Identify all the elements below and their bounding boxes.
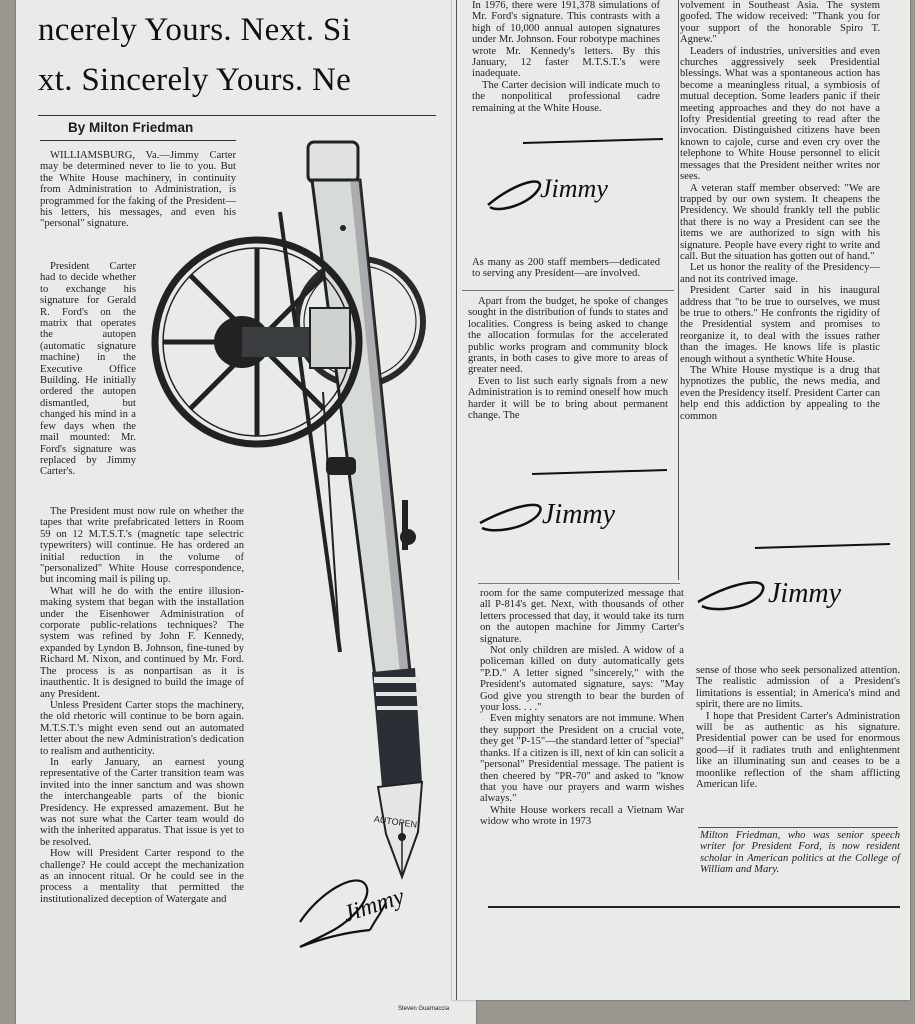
signature-3-text: Jimmy <box>768 578 842 609</box>
pasted-clipping-border <box>462 290 674 291</box>
paragraph-computerized-message: room for the same computerized message that all P-814's get. Next, with thousands of other letters processed that day, it would take its turn on the autopen machine for Jimmy Carter's signature. <box>480 588 684 645</box>
middle-budget-column <box>468 296 668 446</box>
middle-bottom-border <box>478 583 680 584</box>
signature-2 <box>472 468 672 568</box>
paragraph-mystique: The White House mystique is a drug that hypnotizes the public, the news media, and even the Presidency itself. President Carter can help end this addiction by appealing to the common <box>680 365 880 422</box>
signature-1 <box>478 135 668 235</box>
paragraph-ford-signatures: In 1976, there were 191,378 simulations of Mr. Ford's signature. This contrasts with a high of 10,000 annual autopen signatures under Mr. Johnson. Four robotype machines wrote Mr. Kennedy's letters. By this January, 12 faster M.T.S.T.'s were inadequate. <box>472 0 660 80</box>
paragraph-carter-decision: The Carter decision will indicate much to the nonpolitical professional cadre remaining at the White House. <box>472 79 660 114</box>
middle-bottom-column <box>480 588 684 900</box>
paragraph-vietnam-widow: White House workers recall a Vietnam War widow who wrote in 1973 <box>480 804 684 828</box>
paragraph-leaders: Leaders of industries, universities and even churches aggressively seek Presidential blessings. What was a spontaneous action has become a meaningless ritual, a symbiosis of mutual deception. Some leaders panic if their meeting approaches and they do not have a lofty Presidential greeting to read after the invocation. Distinguished citizens have been known to cajole, curse and even cry over the telephone to White House personnel to elicit messages that the President neither writes nor sees. <box>680 45 880 183</box>
signature-2-text: Jimmy <box>542 499 616 530</box>
headline-line-2: xt. Sincerely Yours. Ne <box>38 62 352 98</box>
paragraph-challenge: How will President Carter respond to the challenge? He could accept the mechanization as an innocent ritual. Or he could see in the process a mentality that permitted the institutionalized deception of Watergate and <box>40 848 244 905</box>
bottom-rule <box>488 906 900 908</box>
paragraph-early-signals: Even to list such early signals from a new Administration is to remind oneself how much harder it will be to bring about permanent change. The <box>468 375 668 422</box>
paragraph-tapes: The President must now rule on whether the tapes that write prefabricated letters in Room 59 on 12 M.T.S.T.'s (magnetic tape selectric typewriters) will continue. He has ordered an initial reduction in the volume of "personalized" White House correspondence, but incoming mail is piling up. <box>40 506 244 586</box>
paragraph-common-sense: sense of those who seek personalized attention. The realistic admission of a President's limitations is essential; in America's mind and spirit, there are no limits. <box>696 665 900 711</box>
front-wheel-icon <box>155 240 359 444</box>
paragraph-illusion-system: What will he do with the entire illusion-making system that began with the installation under the Eisenhower Administration of corporate public-relations techniques? The system was refined by John F. Kennedy, expanded by Lyndon B. Johnson, fine-tuned by Richard M. Nixon, and continued by Mr. Ford. The process is as nonpartisan as it is inauthentic. It is designed to build the image of any President. <box>40 585 244 700</box>
paragraph-widow: Not only children are misled. A widow of a policeman killed on duty automatically gets "P.D." A letter signed "sincerely," with the President's automated signature, says: "May God give you strength to bear the burden of your loss. . . ." <box>480 645 684 714</box>
paragraph-agnew: volvement in Southeast Asia. The system goofed. The widow received: "Thank you for your support of the honorable Spiro T. Agnew." <box>680 0 880 46</box>
paragraph-inaugural: President Carter said in his inaugural address that "to be true to ourselves, we must be true to others." He confronts the rigidity of the Presidential system and promises to reorganize it, to deal with the issues rather than the images. He knows life is plastic enough without a synthetic White House. <box>680 285 880 365</box>
illustration-signature: Jimmy <box>339 883 408 928</box>
paragraph-machinery: Unless President Carter stops the machinery, the old rhetoric will continue to be born again. M.T.S.T.'s might even send out an automated letter about the new Administration's dedication to realism and authenticity. <box>40 699 244 757</box>
column-divider-2 <box>678 0 679 580</box>
right-bottom-column <box>696 665 900 825</box>
paragraph-transition-team: In early January, an earnest young representative of the Carter transition team was invited into the inner sanctum and was shown the interchangeable parts of the bionic Presidency. He expressed amazement. But he was not sure what the Carter team would do with the inherited apparatus. That issue is yet to be resolved. <box>40 756 244 848</box>
paragraph-staff: As many as 200 staff members—dedicated to serving any President—are involved. <box>472 257 660 280</box>
headline-rule <box>38 115 436 116</box>
paragraph-autopen-decision: President Carter had to decide whether to exchange his signature for Gerald R. Ford's on the matrix that operates the autopen (automatic signature machine) in the Executive Office Building. He initially ordered the autopen dismantled, but changed his mind in a few days when the mail mounted: Mr. Ford's signature was replaced by Jimmy Carter's. <box>40 261 136 478</box>
signature-1-text: Jimmy <box>540 174 608 203</box>
autopen-illustration <box>150 132 440 1012</box>
headline-line-1: ncerely Yours. Next. Si <box>38 12 352 48</box>
right-top-column <box>680 0 880 528</box>
paragraph-budget: Apart from the budget, he spoke of changes sought in the distribution of funds to states and localities. Congress is being asked to change the allocation formulas for the accelerated public works program and community block grants, in both cases to give more to areas of greater need. <box>468 296 668 376</box>
paragraph-authentic: I hope that President Carter's Administration will be as authentic as his signature. Presidential power can be used for enormous good—if it radiates truth and enlightenment like an illuminating sun and ceases to be a moonlike reflection of the sham afflicting American life. <box>696 710 900 791</box>
illustration-credit: Steven Guarnaccia <box>398 1006 450 1012</box>
byline: By Milton Friedman <box>68 120 194 135</box>
paragraph-honor-reality: Let us honor the reality of the Presidency—and not its contrived image. <box>680 262 880 285</box>
bio-rule <box>698 827 898 828</box>
pen-label: AUTOPEN <box>373 813 418 830</box>
paragraph-senators: Even mighty senators are not immune. When they support the President on a crucial vote, they get "P-15"—the standard letter of "special" thanks. If a citizen is ill, next of kin can solicit a "personal" Presidential message. The patient is then cheered by "PR-70" and asked to "know that you have our prayers and warm wishes always." <box>480 713 684 805</box>
middle-staff-note <box>472 257 660 287</box>
author-bio-text: Milton Friedman, who was senior speech writer for President Ford, is now resident scholar in American politics at the College of William and Mary. <box>700 830 900 876</box>
middle-top-column <box>472 0 660 114</box>
article-narrow-column <box>40 261 136 506</box>
paragraph-intro: WILLIAMSBURG, Va.—Jimmy Carter may be determined never to lie to you. But the White House machinery, in continuity from Administration to Administration, is programmed for the faking of the President—his letters, his messages, and even his "personal" signature. <box>40 150 236 230</box>
column-divider-1 <box>456 0 457 1000</box>
author-bio <box>700 830 900 900</box>
signature-3 <box>690 540 895 650</box>
paragraph-veteran-staff: A veteran staff member observed: "We are trapped by our own system. It cheapens the Presidency. We should frankly tell the public that there is no way a President can see the items we are authorized to sign with his signature. People have every right to write and call. But the situation has gotten out of hand." <box>680 182 880 262</box>
